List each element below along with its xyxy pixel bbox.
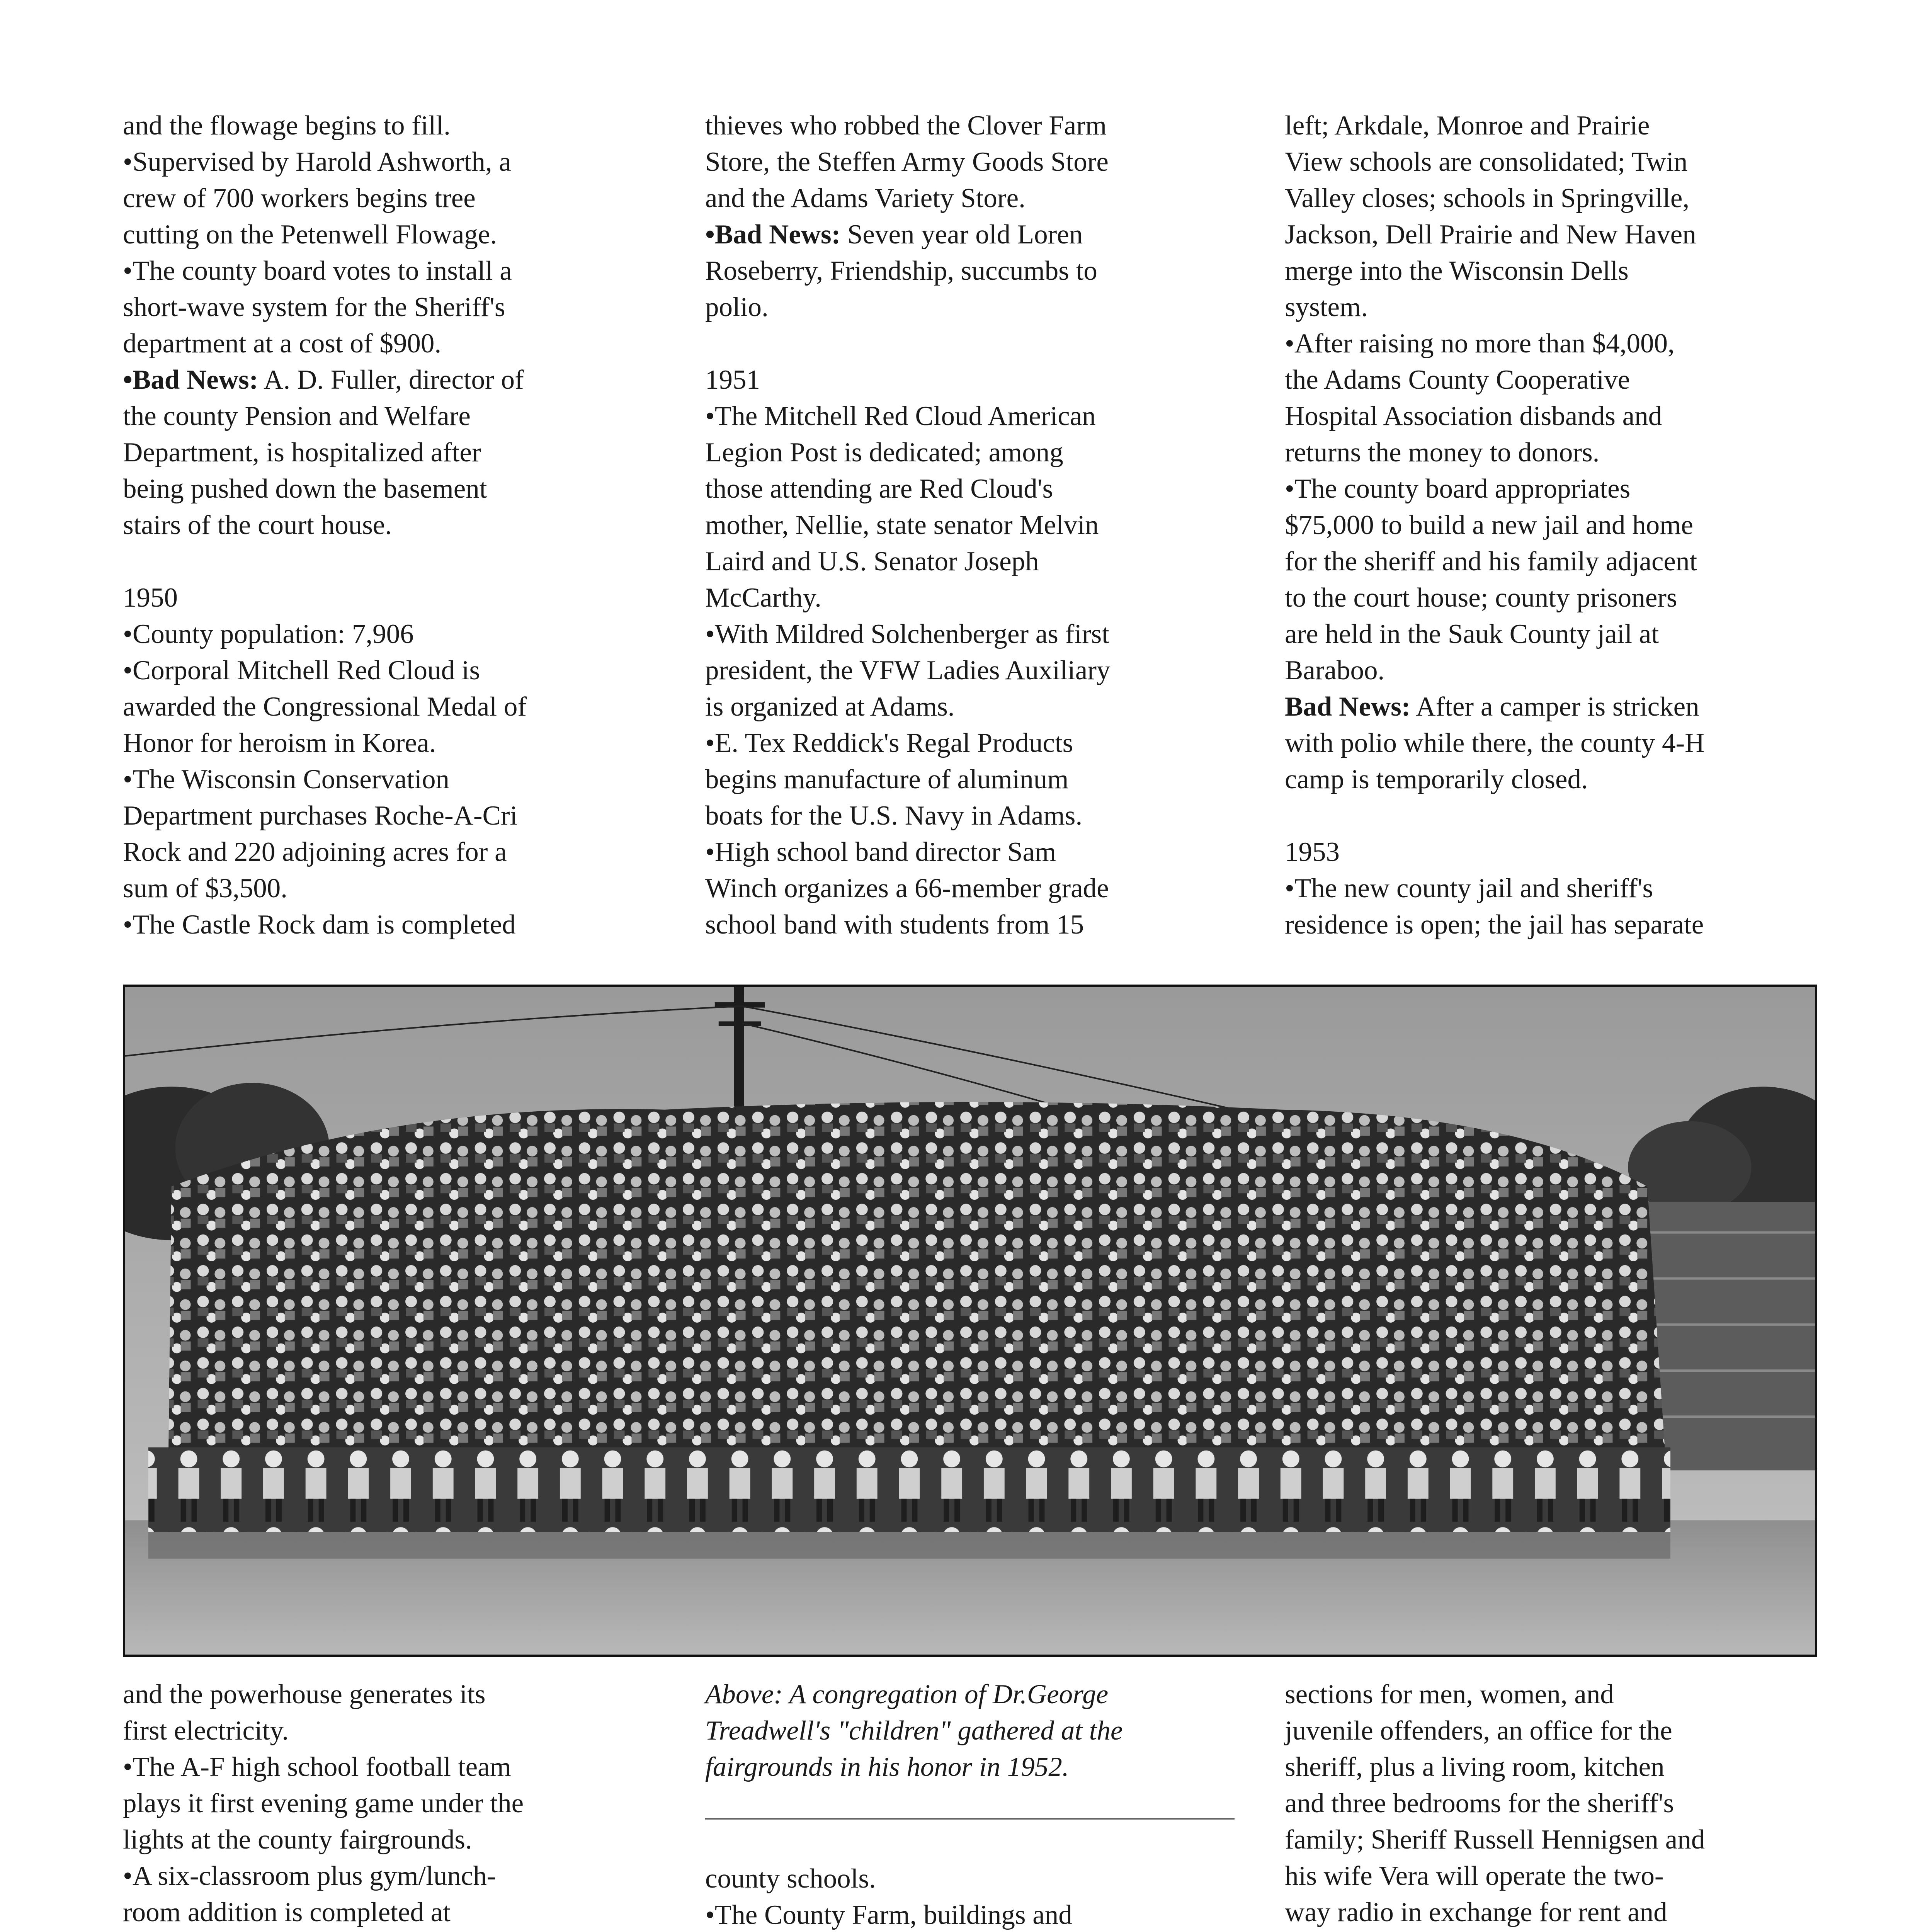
text-line: •The Castle Rock dam is completed	[123, 910, 516, 940]
text-line: short-wave system for the Sheriff's	[123, 292, 505, 322]
text-line	[705, 216, 1110, 253]
column-2-top	[705, 107, 1110, 943]
text-line: for the sheriff and his family adjacent	[1285, 546, 1697, 577]
text-run: Seven year old Loren	[840, 219, 1083, 250]
text-line: •The new county jail and sheriff's	[1285, 873, 1653, 903]
text-line: Treadwell's "children" gathered at the	[705, 1716, 1123, 1746]
text-line: Honor for heroism in Korea.	[123, 728, 436, 758]
text-line: way radio in exchange for rent and	[1285, 1897, 1667, 1927]
text-line: are held in the Sauk County jail at	[1285, 619, 1659, 649]
text-line: •The county board votes to install a	[123, 256, 512, 286]
column-1-bottom	[123, 1676, 531, 1932]
text-line: •High school band director Sam	[705, 837, 1056, 867]
text-line: president, the VFW Ladies Auxiliary	[705, 655, 1111, 685]
text-line: first electricity.	[123, 1716, 289, 1746]
paragraph-gap	[705, 325, 1110, 362]
text-line: system.	[1285, 292, 1368, 322]
photo-caption	[705, 1676, 1123, 1785]
year-heading: 1950	[123, 583, 178, 613]
text-line: •The Mitchell Red Cloud American	[705, 401, 1096, 431]
text-run: A. D. Fuller, director of	[258, 365, 524, 395]
text-line: and the powerhouse generates its	[123, 1679, 486, 1709]
text-line: stairs of the court house.	[123, 510, 392, 540]
text-line: with polio while there, the county 4-H	[1285, 728, 1705, 758]
text-line: begins manufacture of aluminum	[705, 764, 1069, 794]
text-line: •The county board appropriates	[1285, 474, 1631, 504]
text-line: •Supervised by Harold Ashworth, a	[123, 147, 511, 177]
text-line: boats for the U.S. Navy in Adams.	[705, 801, 1083, 831]
text-line: sheriff, plus a living room, kitchen	[1285, 1752, 1665, 1782]
text-line: crew of 700 workers begins tree	[123, 183, 476, 213]
text-line: county schools.	[705, 1864, 876, 1894]
text-line: Jackson, Dell Prairie and New Haven	[1285, 219, 1696, 250]
text-line: department at a cost of $900.	[123, 328, 442, 359]
text-line: and three bedrooms for the sheriff's	[1285, 1788, 1674, 1818]
text-line: McCarthy.	[705, 583, 822, 613]
text-line: Laird and U.S. Senator Joseph	[705, 546, 1039, 577]
text-line: the Adams County Cooperative	[1285, 365, 1630, 395]
text-line: •The Wisconsin Conservation	[123, 764, 449, 794]
text-line	[123, 1930, 531, 1932]
text-line: •The County Farm, buildings and	[705, 1900, 1072, 1930]
text-line: being pushed down the basement	[123, 474, 487, 504]
text-line: fairgrounds in his honor in 1952.	[705, 1752, 1069, 1782]
text-line: Above: A congregation of Dr.George	[705, 1679, 1109, 1709]
text-line: •With Mildred Solchenberger as first	[705, 619, 1110, 649]
text-line: •County population: 7,906	[123, 619, 414, 649]
text-line: school band with students from 15	[705, 910, 1084, 940]
text-line: cutting on the Petenwell Flowage.	[123, 219, 497, 250]
text-line: Roseberry, Friendship, succumbs to	[705, 256, 1097, 286]
text-line: residence is open; the jail has separate	[1285, 910, 1704, 940]
text-line: View schools are consolidated; Twin	[1285, 147, 1688, 177]
bad-news-label: •Bad News:	[705, 219, 841, 250]
text-line: Rock and 220 adjoining acres for a	[123, 837, 507, 867]
text-line: •The A-F high school football team	[123, 1752, 511, 1782]
text-line: •Corporal Mitchell Red Cloud is	[123, 655, 480, 685]
year-heading: 1953	[1285, 837, 1340, 867]
text-line: and the flowage begins to fill.	[123, 111, 451, 141]
text-line: and the Adams Variety Store.	[705, 183, 1026, 213]
text-line	[123, 362, 527, 398]
text-line: his wife Vera will operate the two-	[1285, 1861, 1664, 1891]
text-line: sum of $3,500.	[123, 873, 287, 903]
text-line: polio.	[705, 292, 769, 322]
text-line: returns the money to donors.	[1285, 437, 1600, 468]
bad-news-label: •Bad News:	[123, 365, 259, 395]
text-line: mother, Nellie, state senator Melvin	[705, 510, 1099, 540]
text-line: Legion Post is dedicated; among	[705, 437, 1063, 468]
group-photograph	[123, 985, 1817, 1657]
text-line: is organized at Adams.	[705, 692, 955, 722]
column-3-bottom	[1285, 1676, 1705, 1932]
text-line: merge into the Wisconsin Dells	[1285, 256, 1629, 286]
text-line: family; Sheriff Russell Hennigsen and	[1285, 1825, 1705, 1855]
text-line: left; Arkdale, Monroe and Prairie	[1285, 111, 1650, 141]
text-line: thieves who robbed the Clover Farm	[705, 111, 1107, 141]
text-line: Store, the Steffen Army Goods Store	[705, 147, 1109, 177]
text-line: Department, is hospitalized after	[123, 437, 481, 468]
text-line: the county Pension and Welfare	[123, 401, 471, 431]
text-line: plays it first evening game under the	[123, 1788, 524, 1818]
text-line: Valley closes; schools in Springville,	[1285, 183, 1690, 213]
text-line: awarded the Congressional Medal of	[123, 692, 527, 722]
text-line: Winch organizes a 66-member grade	[705, 873, 1109, 903]
text-line: •After raising no more than $4,000,	[1285, 328, 1675, 359]
column-1-top	[123, 107, 527, 943]
text-line: lights at the county fairgrounds.	[123, 1825, 472, 1855]
text-line: to the court house; county prisoners	[1285, 583, 1677, 613]
text-line: Department purchases Roche-A-Cri	[123, 801, 518, 831]
text-line	[1285, 1930, 1705, 1932]
bad-news-label: Bad News:	[1285, 692, 1411, 722]
text-line: room addition is completed at	[123, 1897, 451, 1927]
text-line: camp is temporarily closed.	[1285, 764, 1588, 794]
text-line: Baraboo.	[1285, 655, 1385, 685]
text-line: $75,000 to build a new jail and home	[1285, 510, 1693, 540]
text-line: juvenile offenders, an office for the	[1285, 1716, 1672, 1746]
paragraph-gap	[1285, 798, 1704, 834]
year-heading: 1951	[705, 365, 760, 395]
column-2-bottom	[705, 1861, 1121, 1932]
text-line	[1285, 689, 1704, 725]
text-line: sections for men, women, and	[1285, 1679, 1614, 1709]
text-run: After a camper is stricken	[1410, 692, 1699, 722]
text-line: those attending are Red Cloud's	[705, 474, 1053, 504]
text-line: •A six-classroom plus gym/lunch-	[123, 1861, 496, 1891]
photo-illustration	[125, 987, 1815, 1655]
caption-divider	[705, 1818, 1235, 1820]
text-line: Hospital Association disbands and	[1285, 401, 1662, 431]
text-line: •E. Tex Reddick's Regal Products	[705, 728, 1073, 758]
column-3-top	[1285, 107, 1704, 943]
paragraph-gap	[123, 543, 527, 580]
